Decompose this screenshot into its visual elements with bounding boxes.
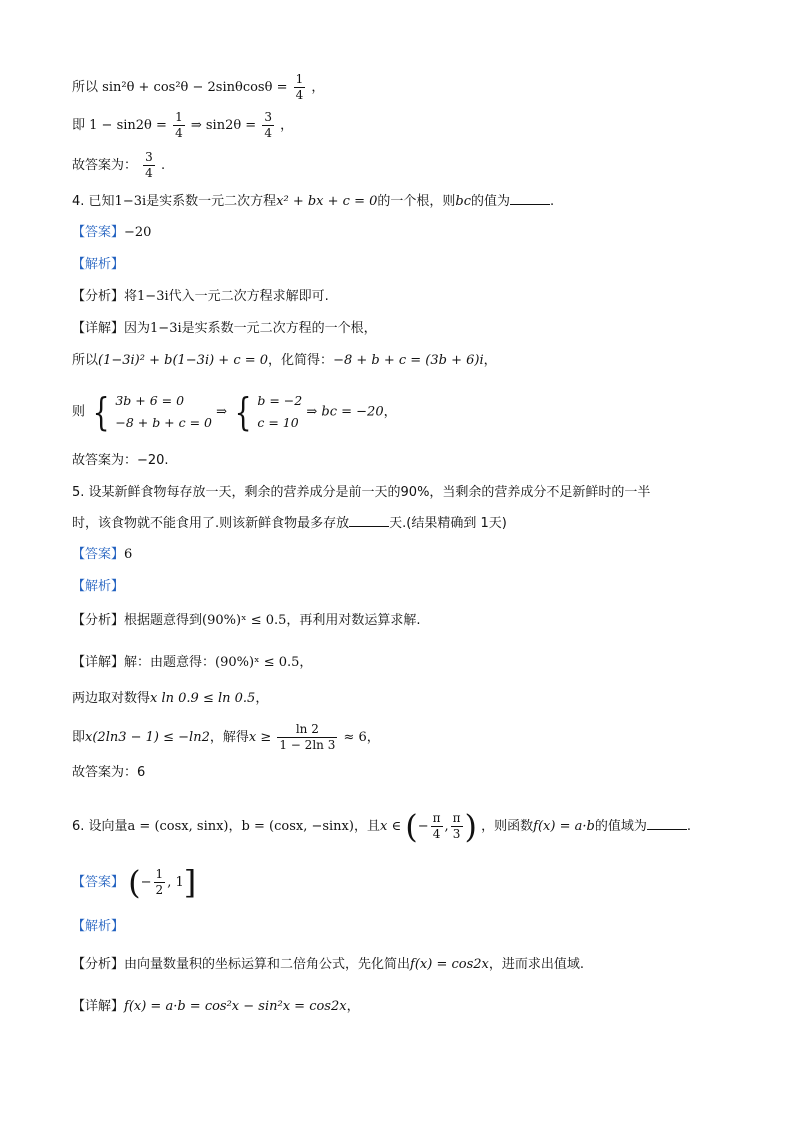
equation-system-q4: 则 { 3b + 6 = 0 −8 + b + c = 0 ⇒ { b = −2 c = 10 ⇒ bc = −20， bbox=[72, 390, 397, 434]
fraction: $\frac{1}{4}$ bbox=[295, 72, 304, 102]
system-left: { 3b + 6 = 0 −8 + b + c = 0 bbox=[92, 390, 212, 434]
fraction: $\frac{3}{4}$ bbox=[145, 150, 153, 180]
fraction: $\frac{1}{2}$ bbox=[155, 867, 164, 897]
answer-blank bbox=[647, 817, 687, 830]
fraction: $\frac{\pi}{4}$ bbox=[432, 811, 441, 841]
system-right: { b = −2 c = 10 bbox=[234, 390, 303, 434]
derivation-line-1: 所以 sin²θ + cos²θ − 2sinθcosθ = $\frac{1}{4}$ ， bbox=[72, 72, 325, 102]
question-5-stem-2: 时，该食物就不能食用了.则该新鲜食物最多存放 天.(结果精确到 1天) bbox=[72, 516, 507, 531]
final-answer-q5: 故答案为：6 bbox=[72, 765, 146, 780]
derivation-line-q5-1: 两边取对数得x ln 0.9 ≤ ln 0.5， bbox=[72, 691, 269, 706]
fraction: $\frac{\pi}{3}$ bbox=[452, 811, 461, 841]
answer-blank bbox=[349, 514, 389, 527]
answer-tag: 【答案】 bbox=[72, 225, 125, 240]
derivation-line-q5-2: 即x(2ln3 − 1) ≤ −ln2，解得x ≥ $\frac{\ln 2}{1 - 2\ln 3}$ ≈ 6， bbox=[72, 722, 380, 752]
question-6-stem: 6. 设向量a = (cosx, sinx)，b = (cosx, −sinx)，且x ∈ (− $\frac{\pi}{4}$ , $\frac{\pi}{3}$ ) ，则函数f(x) = a·b的值域为 . bbox=[72, 807, 691, 846]
derivation-line-q4: 所以(1−3i)² + b(1−3i) + c = 0，化简得：−8 + b + c = (3b + 6)i， bbox=[72, 353, 497, 368]
answer-line-p1: 故答案为： $\frac{3}{4}$ . bbox=[72, 150, 166, 180]
xiangjie-line-q5: 【详解】解：由题意得：(90%)ˣ ≤ 0.5， bbox=[72, 655, 313, 670]
answer-line-q5: 【答案】6 bbox=[72, 547, 133, 562]
jiexi-tag-q4: 【解析】 bbox=[72, 257, 125, 272]
fenxi-line-q4: 【分析】将1−3i代入一元二次方程求解即可. bbox=[72, 289, 329, 304]
xiangjie-line-q4: 【详解】因为1−3i是实系数一元二次方程的一个根， bbox=[72, 321, 377, 336]
fraction: $\frac{1}{4}$ bbox=[175, 110, 183, 140]
jiexi-tag-q6: 【解析】 bbox=[72, 919, 125, 934]
answer-line-q4: 【答案】−20 bbox=[72, 225, 152, 240]
question-5-stem-1: 5. 设某新鲜食物每存放一天，剩余的营养成分是前一天的90%，当剩余的营养成分不足新鲜时的一半 bbox=[72, 485, 651, 500]
fraction: $\frac{3}{4}$ bbox=[264, 110, 272, 140]
derivation-line-2: 即 1 − sin2θ = $\frac{1}{4}$ ⇒ sin2θ = $\frac{3}{4}$ ， bbox=[72, 110, 294, 140]
final-answer-q4: 故答案为：−20. bbox=[72, 453, 169, 468]
jiexi-tag-q5: 【解析】 bbox=[72, 579, 125, 594]
question-4-stem: 4. 已知1−3i是实系数一元二次方程x² + bx + c = 0的一个根，则bc的值为 . bbox=[72, 194, 555, 209]
math-expr: sin²θ + cos²θ − 2sinθcosθ = bbox=[102, 80, 288, 95]
answer-blank bbox=[510, 192, 550, 205]
answer-line-q6: 【答案】 (− $\frac{1}{2}$ , 1] bbox=[72, 863, 197, 902]
fraction: $\frac{\ln 2}{1 - 2\ln 3}$ bbox=[279, 722, 336, 752]
xiangjie-line-q6: 【详解】f(x) = a·b = cos²x − sin²x = cos2x， bbox=[72, 999, 360, 1014]
fenxi-line-q5: 【分析】根据题意得到(90%)ˣ ≤ 0.5，再利用对数运算求解. bbox=[72, 613, 421, 628]
fenxi-line-q6: 【分析】由向量数量积的坐标运算和二倍角公式，先化简出f(x) = cos2x，进而求出值域. bbox=[72, 957, 584, 972]
